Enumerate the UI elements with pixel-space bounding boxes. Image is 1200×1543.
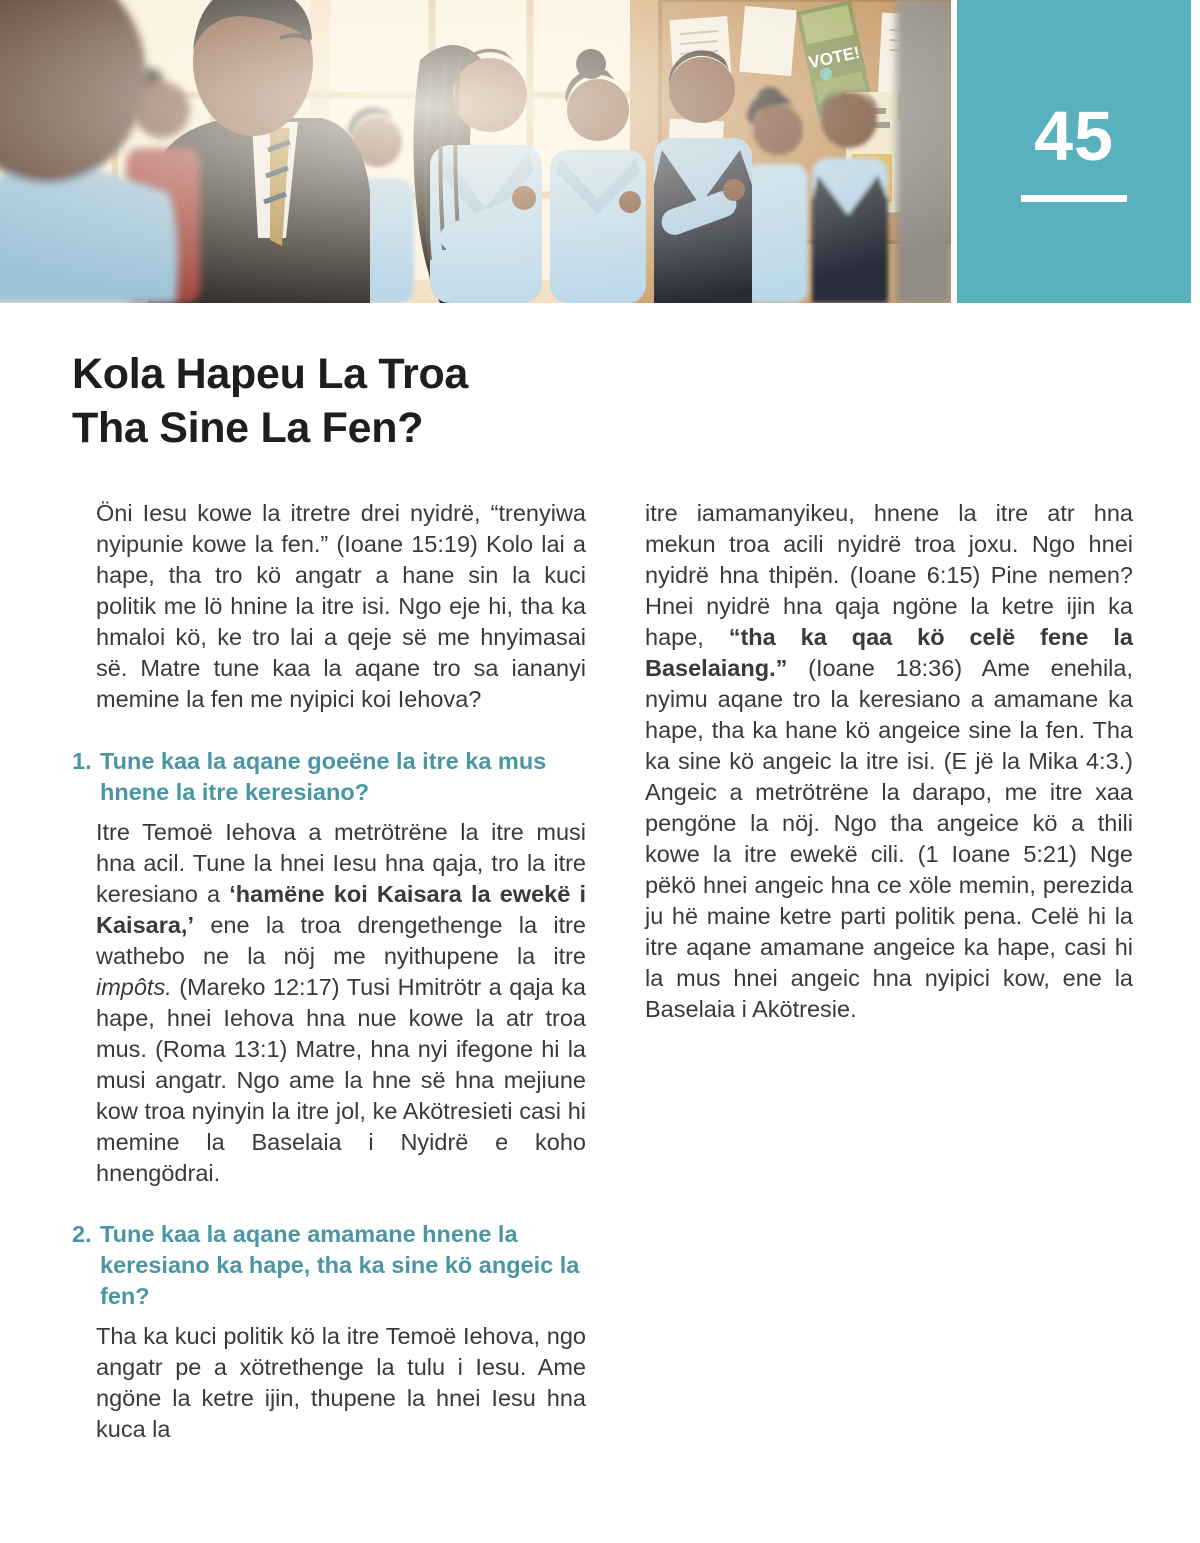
section-1 [72,746,586,1189]
section-2-heading [72,1219,586,1312]
banner [0,0,1200,303]
page-title-line-2: Tha Sine La Fen? [72,404,424,452]
lesson-number: 45 [1034,97,1114,175]
page-title-line-1: Kola Hapeu La Troa [72,350,469,398]
section-2-paragraph [72,1321,586,1445]
section-2 [72,1219,586,1445]
section-1-heading-text: Tune kaa la aqane goeëne la itre ka mus hnene la itre keresiano? [100,748,547,805]
right-column-paragraph [621,498,1133,1025]
lesson-number-box [957,0,1191,303]
text-run: Öni Iesu kowe la itretre drei nyidrë, “trenyiwa nyipunie kowe la fen.” (Ioane 15:19) Kolo lai a hape, tha tro kö angatr a hane sin la kuci politik me lö hnine la itre isi. Ngo eje hi, tha ka hmaloi kö, ke tro lai a qeje së me hnyimasai së. Matre tune kaa la aqane tro sa iananyi memine la fen me nyipici koi Iehova? [96,500,586,712]
page-title [72,347,772,455]
section-2-number: 2. [72,1221,92,1247]
bold-quote: ‘hamëne koi Kaisara la ewekë i Kaisara,’ [96,881,586,938]
section-1-number: 1. [72,748,92,774]
section-1-heading [72,746,586,808]
text-run: Tha ka kuci politik kö la itre Temoë Iehova, ngo angatr pe a xötrethenge la tulu i Iesu. Ame ngöne la ketre ijin, thupene la hnei Iesu hna kuca la [96,1323,586,1442]
lesson-number-underline [1021,195,1127,202]
bold-quote: “tha ka qaa kö celë fene la Baselaiang.” [645,624,1133,681]
section-2-heading-text: Tune kaa la aqane amamane hnene la keresiano ka hape, tha ka sine kö angeic la fen? [100,1221,580,1309]
text-run: ene la troa drengethenge la itre wathebo ne la nöj me nyithupene la itre [96,912,586,969]
section-1-paragraph [72,817,586,1189]
text-run: (Mareko 12:17) Tusi Hmitrötr a qaja ka hape, hnei Iehova hna nue kowe la atr troa mus. (Roma 13:1) Matre, hna nyi ifegone hi la musi angatr. Ngo ame la hne së hna mejiune kow troa nyinyin la itre jol, ke Akötresieti casi hi memine la Baselaia i Nyidrë e koho hnengödrai. [96,974,586,1186]
classroom-photo [0,0,951,303]
text-run: (Ioane 18:36) Ame enehila, nyimu aqane tro la keresiano a amamane ka hape, tha ka hane kö angeice sine la fen. Tha ka sine kö angeic la itre isi. (E jë la Mika 4:3.) Angeic a metrötrëne la darapo, me itre xaa pengöne la nöj. Ngo tha angeice kö a thili kowe la itre ewekë cili. (1 Ioane 5:21) Nge pëkö hnei angeic hna ce xöle memin, perezida ju hë maine ketre parti politik pena. Celë hi la itre aqane amamane angeice ka hape, casi hi la mus hnei angeic hna nyipici kow, ene la Baselaia i Akötresie. [645,655,1133,1022]
text-run: Itre Temoë Iehova a metrötrëne la itre musi hna acil. Tune la hnei Iesu hna qaja, tro la itre keresiano a [96,819,586,907]
italic-term: impôts. [96,974,172,1000]
intro-paragraph [72,498,586,715]
right-column [621,498,1133,1025]
classroom-photo-illustration [0,0,951,303]
left-column [72,498,586,1475]
text-run: itre iamamanyikeu, hnene la itre atr hna mekun troa acili nyidrë troa joxu. Ngo hnei nyidrë hna thipën. (Ioane 6:15) Pine nemen? Hnei nyidrë hna qaja ngöne la ketre ijin ka hape, [645,500,1133,650]
